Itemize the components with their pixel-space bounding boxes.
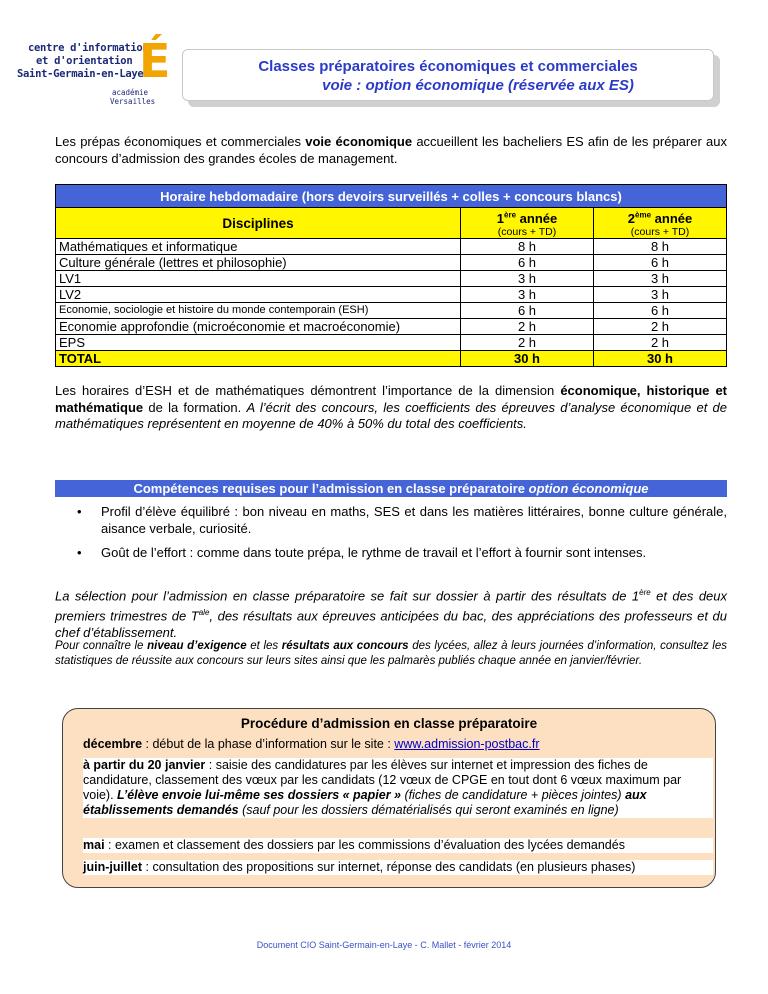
logo-line-1: centre d'information: [28, 42, 149, 54]
list-item: • Profil d’élève équilibré : bon niveau en maths, SES et dans les matières littéraires, bonne culture générale, aisance verbale, curiosité.: [77, 504, 727, 536]
col-disciplines: Disciplines: [56, 208, 461, 239]
table-row: Economie, sociologie et histoire du monde contemporain (ESH) 6 h 6 h: [56, 303, 727, 319]
table-row: Economie approfondie (microéconomie et macroéconomie) 2 h 2 h: [56, 319, 727, 335]
table-row: LV1 3 h 3 h: [56, 271, 727, 287]
page-title: Classes préparatoires économiques et commerciales: [258, 58, 638, 75]
postbac-link[interactable]: www.admission-postbac.fr: [394, 737, 540, 751]
schedule-table-header: Horaire hebdomadaire (hors devoirs surveillés + colles + concours blancs): [56, 185, 727, 208]
table-total-row: TOTAL 30 h 30 h: [56, 351, 727, 367]
table-row: Culture générale (lettres et philosophie) 6 h 6 h: [56, 255, 727, 271]
procedure-box: [62, 708, 716, 888]
table-row: Mathématiques et informatique 8 h 8 h: [56, 239, 727, 255]
procedure-title: Procédure d’admission en classe préparatoire: [240, 716, 538, 731]
procedure-june-july: juin-juillet : consultation des propositions sur internet, réponse des candidats (en plusieurs phases): [83, 860, 713, 875]
competences-list: [55, 504, 727, 570]
after-table-paragraph: Les horaires d’ESH et de mathématiques démontrent l’importance de la dimension économique, historique et mathématique de la formation. A l’écrit des concours, les coefficients des épreuves d’analyse économique et de mathématiques représentent en moyenne de 40% à 50% du total des coefficients.: [55, 383, 728, 431]
table-row: EPS 2 h 2 h: [56, 335, 727, 351]
competences-header: Compétences requises pour l’admission en classe préparatoire option économique: [55, 480, 727, 497]
logo-line-3: Saint-Germain-en-Laye: [17, 68, 144, 80]
procedure-may: mai : examen et classement des dossiers par les commissions d’évaluation des lycées demandés: [83, 838, 713, 853]
procedure-january: à partir du 20 janvier : saisie des candidatures par les élèves sur internet et impression des fiches de candidature, classement des vœux par les candidats (12 vœux de CPGE en tout dont 6 vœux maximum par voie). L’élève envoie lui-même ses dossiers « papier » (fiches de candidature + pièces jointes) aux établissements demandés (sauf pour les dossiers dématérialisés qui seront examinés en ligne): [83, 758, 713, 818]
intro-paragraph: Les prépas économiques et commerciales voie économique accueillent les bacheliers ES afin de les préparer aux concours d’admission des grandes écoles de management.: [55, 134, 727, 166]
selection-paragraph: La sélection pour l’admission en classe préparatoire se fait sur dossier à partir des résultats de 1ère et des deux premiers trimestres de $T^{ale}$, des résultats aux épreuves anticipées du bac, des appréciations des professeurs et du chef d’établissement.: [55, 588, 728, 640]
footer-credit: Document CIO Saint-Germain-en-Laye - C. Mallet - février 2014: [256, 940, 512, 950]
logo-e-icon: É: [139, 34, 171, 88]
page-subtitle: voie : option économique (réservée aux ES): [322, 77, 634, 94]
bullet-icon: •: [77, 504, 82, 519]
col-year-1: 1ère année (cours + TD): [461, 208, 594, 239]
procedure-december: décembre : début de la phase d’information sur le site : www.admission-postbac.fr: [83, 737, 540, 751]
table-row: LV2 3 h 3 h: [56, 287, 727, 303]
col-year-2: 2ème année (cours + TD): [594, 208, 727, 239]
bullet-icon: •: [77, 545, 82, 560]
info-paragraph: Pour connaître le niveau d’exigence et les résultats aux concours des lycées, allez à leurs journées d’information, consultez les statistiques de réussite aux concours sur leurs sites ainsi que les palmarès publiés chaque année en janvier/février.: [55, 640, 727, 667]
page-title-box: [182, 49, 714, 101]
logo-line-2: et d'orientation: [36, 55, 133, 67]
logo-academie: académie Versailles: [110, 88, 156, 106]
cio-logo: [14, 28, 174, 110]
list-item: • Goût de l’effort : comme dans toute prépa, le rythme de travail et l’effort à fournir sont intenses.: [77, 545, 647, 560]
schedule-table: [55, 184, 727, 367]
